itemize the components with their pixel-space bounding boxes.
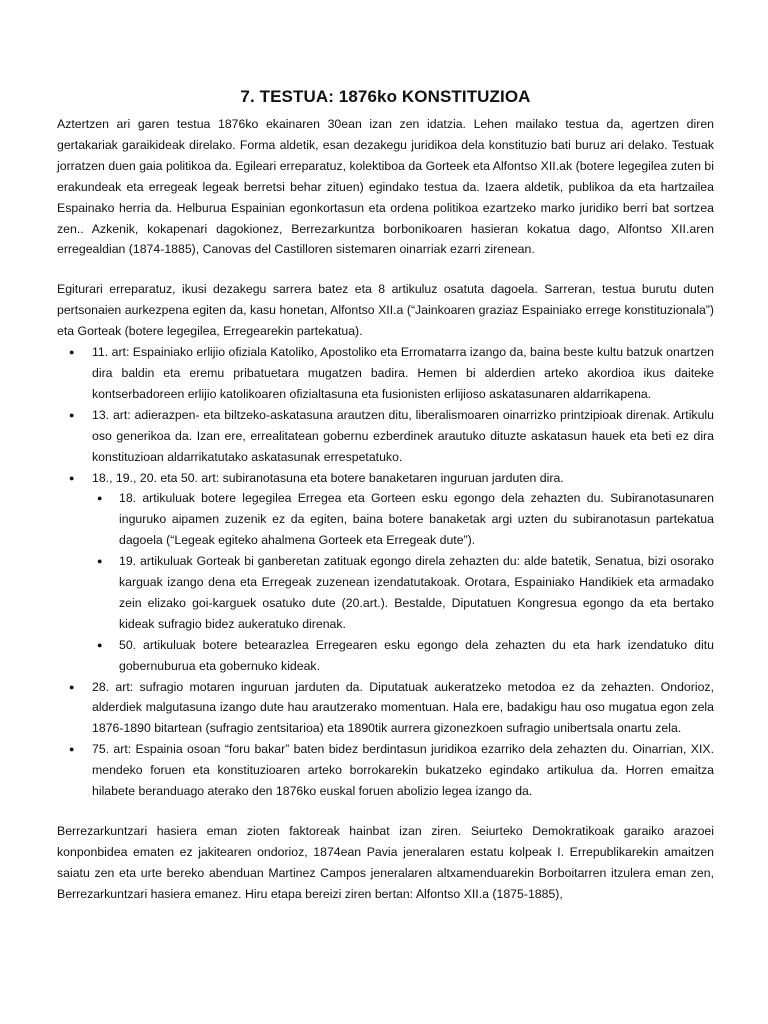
list-item-art-18-19-20-50	[57, 468, 714, 677]
list-item-text: 75. art: Espainia osoan “foru bakar” baten bidez berdintasun juridikoa ezarriko dela zehazten du. Oinarrian, XIX. mendeko foruen eta konstituzioaren arteko borrokarekin bukatzeko egindako artikulua da. Horren emaitza hilabete beranduago aterako den 1876ko euskal foruen abolizio legea izango da.	[92, 742, 714, 799]
bullet-icon: ●	[69, 681, 75, 692]
sublist-item-text: 19. artikuluak Gorteak bi ganberetan zatituak egongo direla zehazten du: alde batetik, Senatua, bizi osorako karguak izango dena eta Erregeak zuzenean izendatutakoak. Orotara, Espainiako Handikiek eta armadako zein elizako goi-karguek osatuko dute (20.art.). Bestalde, Diputatuen Kongresua egongo da eta bertako kideak sufragio bidez aukeratuko direnak.	[119, 554, 714, 631]
list-item-art-11	[57, 342, 714, 405]
bullet-icon: ●	[69, 472, 75, 483]
list-item-art-75	[57, 739, 714, 802]
list-item-text: 18., 19., 20. eta 50. art: subiranotasuna eta botere banaketaren inguruan jarduten dira.	[92, 470, 564, 485]
bullet-icon: ●	[97, 639, 103, 650]
closing-paragraph: Berrezarkuntzari hasiera eman zioten faktoreak hainbat izan ziren. Seiurteko Demokratikoak garaiko arazoei konponbidea ematen ez jakitearen ondorioz, 1874ean Pavia jeneralaren estatu kolpeak I. Errepublikarekin amaitzen saiatu zen eta urte bereko abenduan Martinez Campos jeneralaren altxamenduarekin Borboitarren itzulera eman zen, Berrezarkuntzari hasiera emanez. Hiru etapa bereizi ziren bertan: Alfontso XII.a (1875-1885),	[57, 824, 714, 901]
subarticles-list	[92, 488, 714, 676]
bullet-icon: ●	[97, 493, 103, 504]
paragraph-spacer	[57, 260, 714, 279]
list-item-text: 28. art: sufragio motaren inguruan jarduten da. Diputatuak aukeratzeko metodoa ez da zehazten. Ondorioz, alderdiek malgutasuna izango dute hau arautzerako momentuan. Hala ere, badakigu hau oso mugatua egon zela 1876-1890 bitartean (sufragio zentsitarioa) eta 1890tik aurrera gizonezkoen sufragio unibertsala onartu zela.	[92, 679, 714, 736]
bullet-icon: ●	[69, 409, 75, 420]
document-title: 7. TESTUA: 1876ko KONSTITUZIOA	[240, 87, 531, 106]
paragraph-spacer	[57, 802, 714, 821]
bullet-icon: ●	[69, 744, 75, 755]
sublist-item-art-50	[92, 635, 714, 677]
bullet-icon: ●	[69, 347, 75, 358]
sublist-item-text: 50. artikuluak botere betearazlea Erregearen esku egongo dela zehazten du eta hark izendatuko ditu gobernuburua eta gobernuko kideak.	[119, 637, 714, 673]
sublist-item-text: 18. artikuluak botere legegilea Erregea eta Gorteen esku egongo dela zehazten du. Subiranotasunaren inguruko aipamen zuzenik ez da egiten, baina botere banaketak argi uzten du subiranotasun partekatua dagoela (“Legeak egiteko ahalmena Gorteek eta Erregeak dute”).	[119, 491, 714, 548]
list-item-text: 11. art: Espainiako erlijio ofiziala Katoliko, Apostoliko eta Erromatarra izango da, baina beste kultu batzuk onartzen dira baldin eta eremu pribatuetara mugatzen badira. Hemen bi alderdien arteko akordioa ikus daiteke kontserbadoreen erlijio katolikoaren ofizialtasuna eta fusionisten erlijioso askatasunaren aldarrikapena.	[92, 345, 714, 401]
document-page	[57, 86, 714, 905]
bullet-icon: ●	[97, 556, 103, 567]
structure-paragraph: Egiturari erreparatuz, ikusi dezakegu sarrera batez eta 8 artikuluz osatuta dagoela. Sarreran, testua burutu duten pertsonaien aurkezpena egiten da, kasu honetan, Alfontso XII.a (“Jainkoaren graziaz Espainiako errege konstituzionala”) eta Gorteak (botere legegilea, Erregearekin partekatua).	[57, 282, 714, 339]
sublist-item-art-18	[92, 488, 714, 551]
list-item-art-13	[57, 405, 714, 468]
list-item-text: 13. art: adierazpen- eta biltzeko-askatasuna arautzen ditu, liberalismoaren oinarrizko printzipioak direnak. Artikulu oso generikoa da. Izan ere, errealitatean gobernu ezberdinek arautuko dituzte askatasun hauek eta beti ez dira konstituzioan aldarrikatutako askatasunak errespetatuko.	[92, 407, 714, 464]
list-item-art-28	[57, 677, 714, 740]
articles-list	[57, 342, 714, 802]
intro-paragraph: Aztertzen ari garen testua 1876ko ekainaren 30ean izan zen idatzia. Lehen mailako testua da, agertzen diren gertakariak garaikideak direlako. Forma aldetik, esan dezakegu juridikoa dela konstituzio bati buruz ari delako. Testuak jorratzen duen gaia politikoa da. Egileari erreparatuz, kolektiboa da Gorteek eta Alfontso XII.ak (botere legegilea zuten bi erakundeak eta erregeak legeak berretsi behar zituen) egindako testua da. Izaera aldetik, publikoa da eta hartzailea Espainako herria da. Helburua Espainian egonkortasun eta ordena politikoa ezartzeko marko juridiko berri bat sortzea zen.. Azkenik, kokapenari dagokionez, Berrezarkuntza borbonikoaren hasieran kokatua dago, Alfontso XII.aren erregealdian (1874-1885), Canovas del Castilloren sistemaren oinarriak ezarri zirenean.	[57, 117, 714, 257]
sublist-item-art-19	[92, 551, 714, 635]
